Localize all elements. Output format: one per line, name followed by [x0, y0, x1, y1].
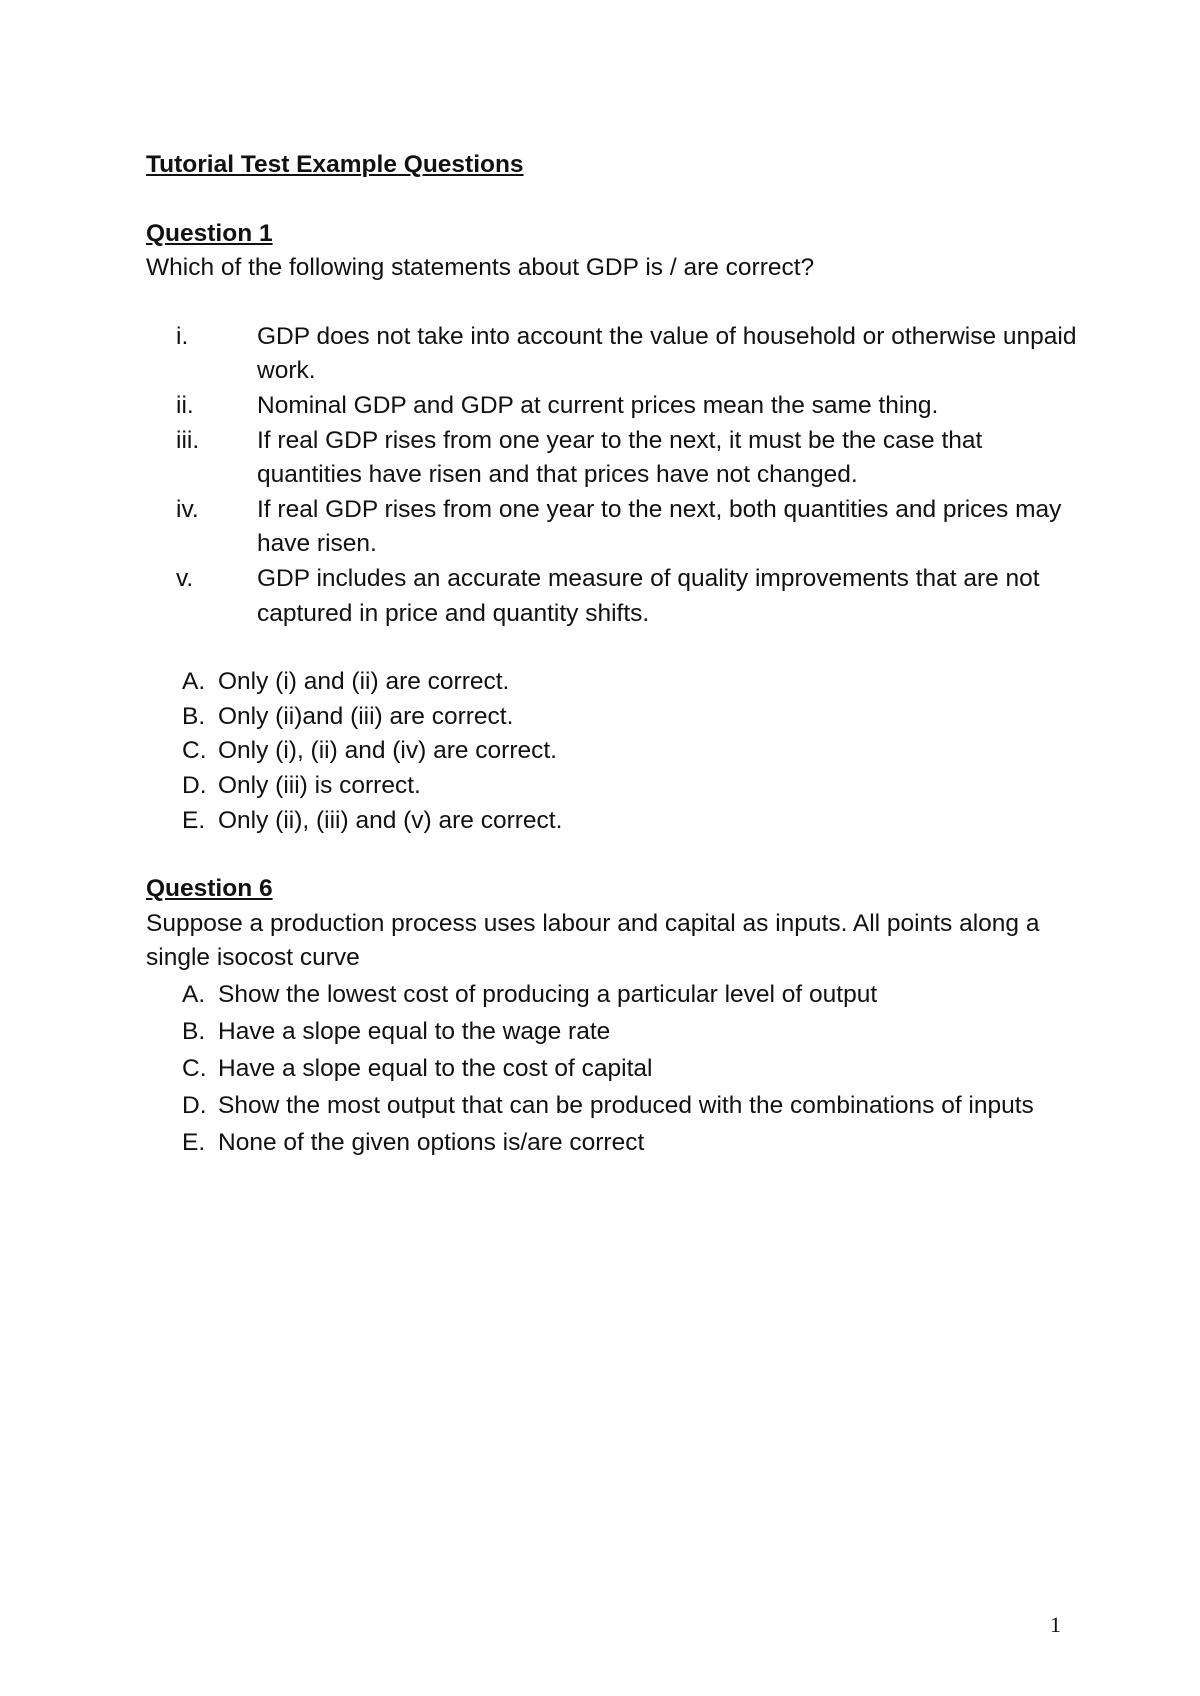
statement-text: GDP includes an accurate measure of quality improvements that are not captured in price and quantity shifts.: [257, 564, 1040, 627]
option-letter: C.: [182, 737, 207, 765]
question-6-heading: Question 6: [146, 875, 273, 903]
option-letter: D.: [182, 1091, 207, 1119]
option-text: Only (iii) is correct.: [218, 771, 421, 799]
option-letter: B.: [182, 1017, 206, 1045]
option-letter: A.: [182, 668, 206, 696]
statement-number: ii.: [176, 391, 194, 419]
statement-number: iii.: [176, 426, 200, 454]
question-1-statements: [146, 320, 1086, 631]
option-text: Only (ii), (iii) and (v) are correct.: [218, 806, 563, 834]
question-6-prompt: Suppose a production process uses labour and capital as inputs. All points along a single isocost curve: [146, 909, 1040, 972]
option-letter: B.: [182, 702, 206, 730]
statement-number: v.: [176, 564, 194, 592]
answer-option: [146, 1013, 1086, 1050]
option-text: Show the lowest cost of producing a particular level of output: [218, 980, 878, 1008]
question-1-prompt: Which of the following statements about GDP is / are correct?: [146, 254, 815, 282]
option-text: None of the given options is/are correct: [218, 1128, 645, 1156]
answer-option: [146, 665, 1086, 700]
option-text: Only (ii)and (iii) are correct.: [218, 702, 514, 730]
option-text: Only (i) and (ii) are correct.: [218, 668, 510, 696]
option-letter: D.: [182, 771, 207, 799]
answer-option: [146, 976, 1086, 1013]
option-text: Have a slope equal to the cost of capital: [218, 1054, 653, 1082]
answer-option: [146, 734, 1086, 769]
option-letter: A.: [182, 980, 206, 1008]
question-6-options: [146, 976, 1086, 1161]
statement-text: Nominal GDP and GDP at current prices mean the same thing.: [257, 391, 939, 419]
answer-option: [146, 1087, 1086, 1124]
question-1: [146, 217, 1086, 839]
option-letter: C.: [182, 1054, 207, 1082]
option-text: Only (i), (ii) and (iv) are correct.: [218, 737, 557, 765]
statement-item: [146, 493, 1086, 562]
answer-option: [146, 700, 1086, 735]
statement-item: [146, 320, 1086, 389]
page-number: 1: [1050, 1612, 1061, 1637]
answer-option: [146, 769, 1086, 804]
option-text: Have a slope equal to the wage rate: [218, 1017, 611, 1045]
statement-text: If real GDP rises from one year to the next, it must be the case that quantities have risen and that prices have not changed.: [257, 426, 983, 489]
answer-option: [146, 804, 1086, 839]
statement-item: [146, 424, 1086, 493]
answer-option: [146, 1124, 1086, 1161]
answer-option: [146, 1050, 1086, 1087]
statement-number: i.: [176, 322, 189, 350]
statement-item: [146, 389, 1086, 424]
statement-number: iv.: [176, 495, 199, 523]
option-letter: E.: [182, 1128, 206, 1156]
document-title: Tutorial Test Example Questions: [146, 151, 524, 178]
option-letter: E.: [182, 806, 206, 834]
statement-text: GDP does not take into account the value of household or otherwise unpaid work.: [257, 322, 1077, 385]
document-page: [146, 136, 1086, 1161]
statement-item: [146, 562, 1086, 631]
statement-text: If real GDP rises from one year to the next, both quantities and prices may have risen.: [257, 495, 1062, 558]
question-1-options: [146, 665, 1086, 838]
option-text: Show the most output that can be produced with the combinations of inputs: [218, 1091, 1034, 1119]
question-1-heading: Question 1: [146, 219, 273, 247]
question-6: [146, 872, 1086, 1161]
